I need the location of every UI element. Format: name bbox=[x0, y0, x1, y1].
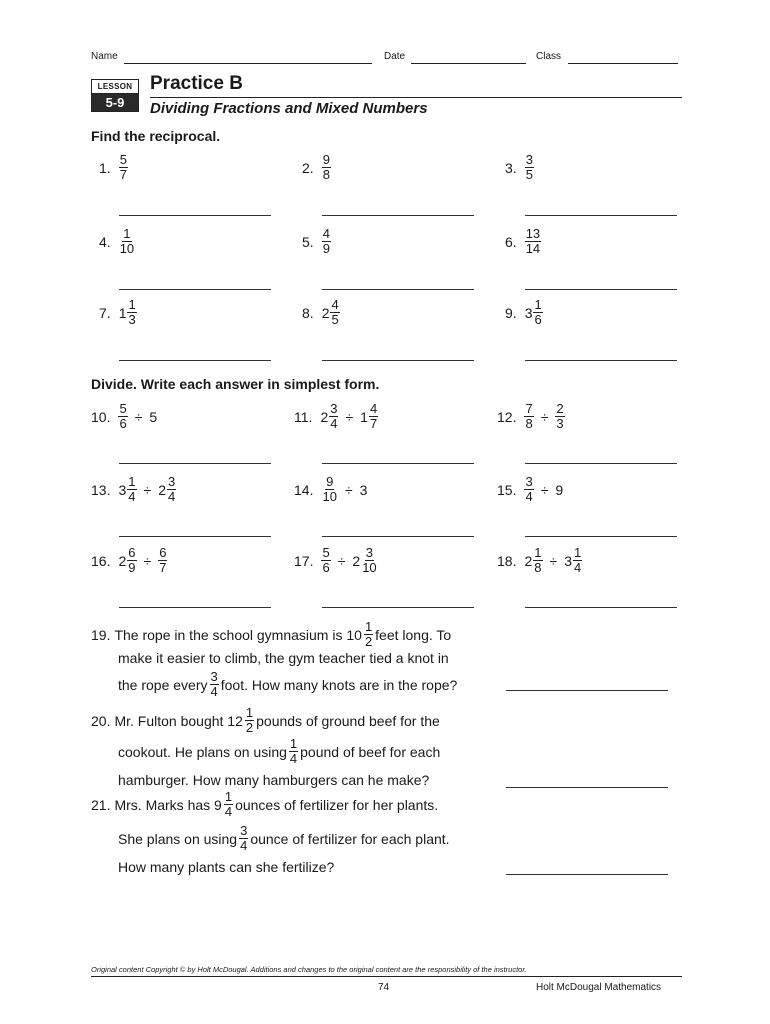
fraction bbox=[525, 227, 541, 256]
title-rule bbox=[150, 97, 682, 98]
numerator: 1 bbox=[573, 545, 582, 560]
problem-number: 17. bbox=[294, 552, 314, 569]
whole-number: 9 bbox=[555, 481, 564, 498]
answer-line-8[interactable] bbox=[322, 360, 474, 361]
divide-sign: ÷ bbox=[540, 408, 549, 425]
text: ounces of fertilizer for her plants. bbox=[235, 796, 439, 813]
text: She plans on using bbox=[118, 830, 238, 847]
numerator: 7 bbox=[525, 401, 533, 416]
denominator: 8 bbox=[525, 416, 533, 431]
divide-sign: ÷ bbox=[143, 552, 152, 569]
problem-number: 21. bbox=[91, 796, 111, 813]
reciprocal-problem-1 bbox=[99, 153, 128, 182]
answer-line-20[interactable] bbox=[506, 787, 668, 788]
problem-number: 1. bbox=[99, 159, 111, 176]
answer-line-3[interactable] bbox=[525, 215, 677, 216]
fraction bbox=[127, 475, 136, 504]
fraction bbox=[555, 402, 564, 431]
numerator: 3 bbox=[240, 823, 248, 838]
fraction bbox=[119, 153, 128, 182]
answer-line-9[interactable] bbox=[525, 360, 677, 361]
denominator: 8 bbox=[322, 167, 330, 182]
denominator: 4 bbox=[128, 489, 136, 504]
publisher-name: Holt McDougal Mathematics bbox=[536, 982, 662, 993]
denominator: 4 bbox=[240, 838, 248, 853]
answer-line-6[interactable] bbox=[525, 289, 677, 290]
page-title: Practice B bbox=[150, 73, 243, 94]
problem-number: 6. bbox=[505, 233, 517, 250]
lesson-number: 5-9 bbox=[91, 94, 139, 112]
divide-problem-12 bbox=[497, 402, 565, 431]
numerator: 1 bbox=[364, 619, 373, 634]
problem-number: 18. bbox=[497, 552, 517, 569]
whole-number: 1 bbox=[360, 408, 368, 425]
fraction bbox=[239, 824, 248, 853]
word-problem-20-line1 bbox=[91, 706, 440, 735]
numerator: 6 bbox=[128, 545, 136, 560]
numerator: 4 bbox=[322, 226, 330, 241]
answer-line-5[interactable] bbox=[322, 289, 474, 290]
section-divide-heading: Divide. Write each answer in simplest form. bbox=[91, 376, 380, 392]
numerator: 1 bbox=[123, 226, 131, 241]
date-field[interactable] bbox=[411, 63, 526, 64]
fraction bbox=[119, 227, 135, 256]
problem-number: 14. bbox=[294, 481, 314, 498]
denominator: 9 bbox=[322, 241, 330, 256]
answer-line-21[interactable] bbox=[506, 874, 668, 875]
fraction bbox=[364, 620, 373, 649]
denominator: 9 bbox=[128, 560, 136, 575]
whole-number: 2 bbox=[352, 552, 361, 569]
divide-sign: ÷ bbox=[345, 408, 354, 425]
problem-number: 7. bbox=[99, 304, 111, 321]
answer-line-16[interactable] bbox=[119, 607, 271, 608]
problem-number: 20. bbox=[91, 712, 111, 729]
word-problem-21-line1 bbox=[91, 790, 438, 819]
word-problem-21-line3: How many plants can she fertilize? bbox=[118, 859, 335, 875]
numerator: 1 bbox=[224, 789, 233, 804]
word-problem-19-line2: make it easier to climb, the gym teacher tied a knot in bbox=[118, 650, 449, 666]
denominator: 4 bbox=[224, 804, 233, 819]
fraction bbox=[329, 402, 338, 431]
whole-number: 2 bbox=[524, 552, 533, 569]
footer-rule bbox=[91, 976, 682, 977]
text: foot. How many knots are in the rope? bbox=[220, 676, 458, 693]
denominator: 4 bbox=[573, 560, 582, 575]
numerator: 2 bbox=[556, 401, 564, 416]
divide-problem-17 bbox=[294, 546, 378, 575]
reciprocal-problem-6 bbox=[505, 227, 541, 256]
answer-line-13[interactable] bbox=[119, 536, 271, 537]
problem-number: 9. bbox=[505, 304, 517, 321]
divide-problem-15 bbox=[497, 474, 564, 504]
numerator: 5 bbox=[119, 152, 127, 167]
fraction bbox=[533, 546, 542, 575]
fraction bbox=[127, 546, 136, 575]
problem-number: 19. bbox=[91, 626, 111, 643]
denominator: 7 bbox=[159, 560, 167, 575]
denominator: 6 bbox=[119, 416, 127, 431]
name-field[interactable] bbox=[124, 63, 372, 64]
name-label: Name bbox=[91, 51, 118, 62]
numerator: 13 bbox=[525, 226, 541, 241]
answer-line-18[interactable] bbox=[525, 607, 677, 608]
reciprocal-problem-3 bbox=[505, 153, 534, 182]
text: cookout. He plans on using bbox=[118, 743, 287, 760]
answer-line-4[interactable] bbox=[119, 289, 271, 290]
divide-sign: ÷ bbox=[143, 481, 152, 498]
fraction bbox=[224, 790, 233, 819]
whole-number: 1 bbox=[118, 304, 127, 321]
text: Mr. Fulton bought 12 bbox=[114, 712, 243, 729]
section-reciprocal-heading: Find the reciprocal. bbox=[91, 128, 221, 144]
problem-number: 15. bbox=[497, 481, 517, 498]
denominator: 10 bbox=[119, 241, 135, 256]
denominator: 8 bbox=[534, 560, 542, 575]
numerator: 9 bbox=[326, 474, 334, 489]
denominator: 5 bbox=[331, 312, 339, 327]
problem-number: 3. bbox=[505, 159, 517, 176]
problem-number: 2. bbox=[302, 159, 314, 176]
problem-number: 11. bbox=[294, 408, 313, 425]
reciprocal-problem-4 bbox=[99, 227, 135, 256]
whole-number: 2 bbox=[118, 552, 127, 569]
denominator: 4 bbox=[525, 489, 533, 504]
word-problem-21-line2 bbox=[118, 824, 450, 853]
numerator: 1 bbox=[128, 297, 136, 312]
reciprocal-problem-7 bbox=[99, 298, 137, 327]
date-label: Date bbox=[384, 51, 406, 62]
fraction bbox=[321, 546, 330, 575]
denominator: 10 bbox=[322, 489, 337, 504]
whole-number: 5 bbox=[149, 408, 158, 425]
answer-line-10[interactable] bbox=[119, 463, 271, 464]
text: feet long. To bbox=[375, 626, 452, 643]
whole-number: 3 bbox=[359, 481, 368, 498]
numerator: 3 bbox=[330, 401, 338, 416]
denominator: 7 bbox=[119, 167, 127, 182]
text: The rope in the school gymnasium is 10 bbox=[114, 626, 362, 643]
reciprocal-problem-5 bbox=[302, 227, 331, 256]
divide-problem-13 bbox=[91, 475, 176, 504]
numerator: 1 bbox=[534, 297, 542, 312]
denominator: 7 bbox=[369, 416, 378, 431]
numerator: 4 bbox=[331, 297, 339, 312]
problem-number: 12. bbox=[497, 408, 517, 425]
whole-number: 2 bbox=[321, 304, 330, 321]
problem-number: 13. bbox=[91, 481, 111, 498]
divide-problem-18 bbox=[497, 546, 582, 575]
answer-line-12[interactable] bbox=[525, 463, 677, 464]
fraction bbox=[524, 475, 533, 504]
fraction bbox=[167, 475, 176, 504]
divide-problem-16 bbox=[91, 546, 167, 575]
fraction bbox=[369, 402, 378, 431]
problem-number: 4. bbox=[99, 233, 111, 250]
divide-problem-11 bbox=[294, 402, 378, 431]
answer-line-7[interactable] bbox=[119, 360, 271, 361]
numerator: 6 bbox=[159, 545, 167, 560]
lesson-label: LESSON bbox=[91, 79, 139, 94]
reciprocal-problem-9 bbox=[505, 298, 543, 327]
word-problem-20-line2 bbox=[118, 737, 440, 766]
fraction bbox=[322, 153, 331, 182]
numerator: 3 bbox=[210, 669, 218, 684]
whole-number: 2 bbox=[320, 408, 329, 425]
fraction bbox=[525, 153, 534, 182]
whole-number: 3 bbox=[118, 481, 127, 498]
numerator: 9 bbox=[322, 152, 330, 167]
problem-number: 8. bbox=[302, 304, 314, 321]
answer-line-17[interactable] bbox=[322, 607, 474, 608]
numerator: 1 bbox=[128, 474, 136, 489]
whole-number: 3 bbox=[564, 552, 572, 569]
word-problem-20-line3: hamburger. How many hamburgers can he make? bbox=[118, 772, 430, 788]
denominator: 4 bbox=[289, 751, 298, 766]
lesson-badge bbox=[91, 79, 139, 111]
class-label: Class bbox=[536, 51, 562, 62]
denominator: 5 bbox=[525, 167, 533, 182]
whole-number: 2 bbox=[158, 481, 166, 498]
text: pound of beef for each bbox=[300, 743, 441, 760]
answer-line-2[interactable] bbox=[322, 215, 474, 216]
denominator: 2 bbox=[245, 720, 254, 735]
divide-sign: ÷ bbox=[344, 481, 353, 498]
fraction bbox=[118, 402, 127, 431]
class-field[interactable] bbox=[568, 63, 678, 64]
denominator: 2 bbox=[364, 634, 373, 649]
denominator: 3 bbox=[556, 416, 564, 431]
answer-line-11[interactable] bbox=[322, 463, 474, 464]
fraction bbox=[127, 298, 136, 327]
whole-number: 3 bbox=[524, 304, 533, 321]
numerator: 1 bbox=[534, 545, 542, 560]
denominator: 4 bbox=[210, 684, 218, 699]
divide-sign: ÷ bbox=[549, 552, 558, 569]
text: the rope every bbox=[118, 676, 208, 693]
fraction bbox=[361, 546, 377, 575]
fraction bbox=[573, 546, 582, 575]
numerator: 1 bbox=[245, 705, 254, 720]
numerator: 3 bbox=[365, 545, 374, 560]
reciprocal-problem-2 bbox=[302, 153, 331, 182]
numerator: 3 bbox=[167, 474, 176, 489]
answer-line-15[interactable] bbox=[525, 536, 677, 537]
numerator: 3 bbox=[525, 152, 533, 167]
denominator: 3 bbox=[128, 312, 136, 327]
text: ounce of fertilizer for each plant. bbox=[250, 830, 450, 847]
fraction bbox=[322, 227, 331, 256]
fraction bbox=[210, 670, 219, 699]
copyright-notice: Original content Copyright © by Holt McDougal. Additions and changes to the original content are the responsibility of the instructor. bbox=[91, 965, 527, 974]
numerator: 5 bbox=[119, 401, 127, 416]
fraction bbox=[321, 475, 337, 504]
numerator: 3 bbox=[525, 474, 533, 489]
word-problem-19-line1 bbox=[91, 620, 451, 649]
divide-sign: ÷ bbox=[337, 552, 346, 569]
word-problem-19-line3 bbox=[118, 670, 457, 699]
page-number: 74 bbox=[378, 982, 390, 993]
denominator: 10 bbox=[362, 560, 377, 575]
numerator: 1 bbox=[289, 736, 298, 751]
fraction bbox=[158, 546, 167, 575]
denominator: 6 bbox=[322, 560, 330, 575]
denominator: 4 bbox=[330, 416, 338, 431]
denominator: 6 bbox=[534, 312, 542, 327]
text: pounds of ground beef for the bbox=[256, 712, 440, 729]
divide-problem-10 bbox=[91, 401, 158, 431]
denominator: 4 bbox=[167, 489, 176, 504]
problem-number: 5. bbox=[302, 233, 314, 250]
text: Mrs. Marks has 9 bbox=[114, 796, 222, 813]
fraction bbox=[533, 298, 542, 327]
fraction bbox=[524, 402, 533, 431]
numerator: 4 bbox=[369, 401, 378, 416]
answer-line-19[interactable] bbox=[506, 690, 668, 691]
numerator: 5 bbox=[322, 545, 330, 560]
denominator: 14 bbox=[525, 241, 541, 256]
fraction bbox=[245, 706, 254, 735]
divide-sign: ÷ bbox=[540, 481, 549, 498]
problem-number: 16. bbox=[91, 552, 111, 569]
divide-problem-14 bbox=[294, 474, 368, 504]
answer-line-1[interactable] bbox=[119, 215, 271, 216]
problem-number: 10. bbox=[91, 408, 111, 425]
divide-sign: ÷ bbox=[134, 408, 143, 425]
reciprocal-problem-8 bbox=[302, 298, 340, 327]
page-subtitle: Dividing Fractions and Mixed Numbers bbox=[150, 100, 428, 117]
fraction bbox=[289, 737, 298, 766]
answer-line-14[interactable] bbox=[322, 536, 474, 537]
fraction bbox=[330, 298, 339, 327]
